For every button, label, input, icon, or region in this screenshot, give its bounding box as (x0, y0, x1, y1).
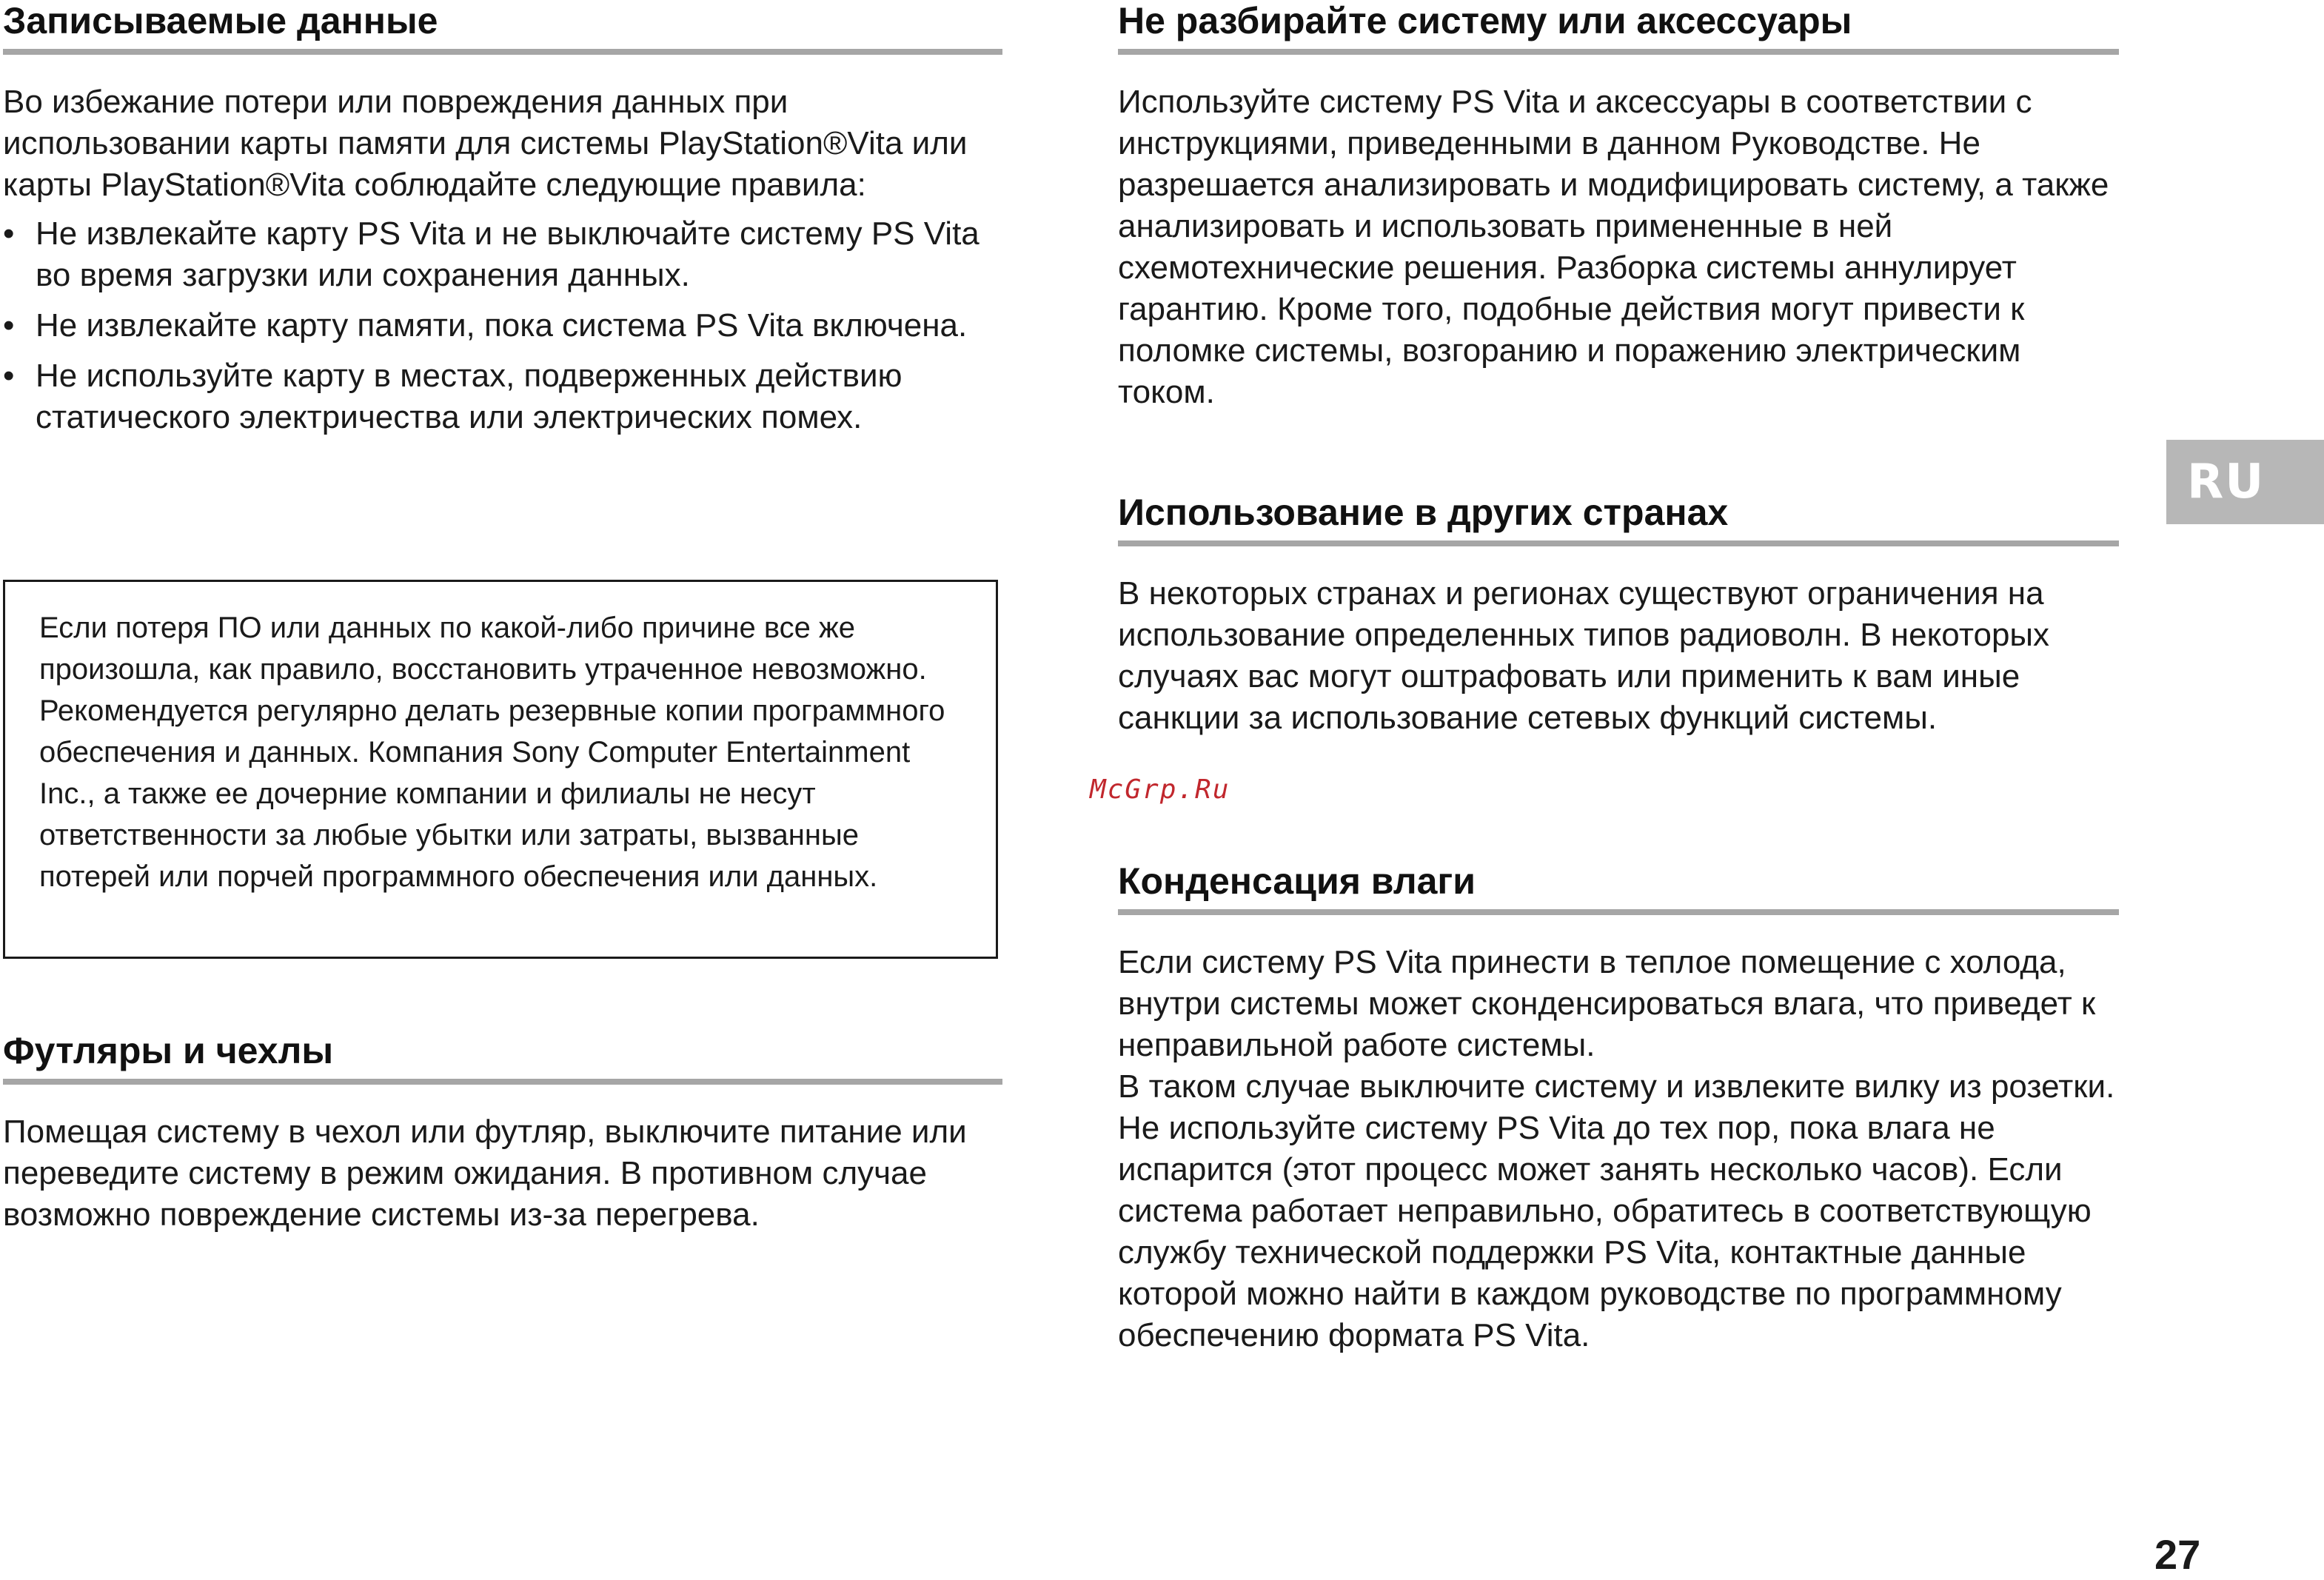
section-title: Не разбирайте систему или аксессуары (1118, 0, 1852, 41)
notice-text: Если потеря ПО или данных по какой-либо причине все же произошла, как правило, восстановить утраченное невозможно. Рекомендуется регулярно делать резервные копии программного обеспечения и данных. Компания Sony Computer Entertainment Inc., а также ее дочерние компании и филиалы не несут ответственности за любые убытки или затраты, вызванные потерей или порчей программного обеспечения или данных. (39, 612, 945, 893)
bullet-list (3, 213, 1002, 438)
watermark: McGrp.Ru (1090, 774, 1230, 805)
section-divider (3, 1079, 1002, 1085)
section-title: Футляры и чехлы (3, 1030, 334, 1071)
notice-box (3, 580, 998, 959)
page-number: 27 (2154, 1531, 2201, 1578)
section-disassemble (1118, 0, 2119, 413)
section-text-2: В таком случае выключите систему и извлеките вилку из розетки. Не используйте систему PS Vita до тех пор, пока влага не испарится (этот процесс может занять несколько часов). Если система работает неправильно, обратитесь в соответствующую службу технической поддержки PS Vita, контактные данные которой можно найти в каждом руководстве по программному обеспечению формата PS Vita. (1118, 1068, 2115, 1353)
section-text-1: Если систему PS Vita принести в теплое помещение с холода, внутри системы может сконденсироваться влага, что приведет к неправильной работе системы. (1118, 944, 2096, 1063)
section-recorded-data (3, 0, 1002, 438)
section-divider (1118, 909, 2119, 915)
section-cases (3, 1030, 1002, 1236)
section-title: Конденсация влаги (1118, 860, 1476, 902)
section-title: Записываемые данные (3, 0, 438, 41)
section-other-countries (1118, 492, 2119, 739)
section-title: Использование в других странах (1118, 492, 1729, 533)
left-column (3, 0, 1002, 447)
section-text: В некоторых странах и регионах существуют ограничения на использование определенных типов радиоволн. В некоторых случаях вас могут оштрафовать или применить к вам иные санкции за использование сетевых функций системы. (1118, 575, 2050, 736)
bullet-item: • Не используйте карту в местах, подверженных действию статического электричества или электрических помех. (3, 355, 1002, 438)
section-divider (1118, 540, 2119, 546)
section-condensation (1118, 860, 2119, 1356)
section-divider (3, 49, 1002, 55)
section-divider (1118, 49, 2119, 55)
section-intro: Во избежание потери или повреждения данных при использовании карты памяти для системы PlayStation®Vita или карты PlayStation®Vita соблюдайте следующие правила: (3, 84, 968, 203)
language-tab: RU (2166, 440, 2324, 524)
bullet-item: • Не извлекайте карту PS Vita и не выключайте систему PS Vita во время загрузки или сохранения данных. (3, 213, 1002, 296)
bullet-item: • Не извлекайте карту памяти, пока система PS Vita включена. (3, 305, 1002, 347)
section-text: Помещая систему в чехол или футляр, выключите питание или переведите систему в режим ожидания. В противном случае возможно повреждение системы из-за перегрева. (3, 1114, 967, 1233)
section-text: Используйте систему PS Vita и аксессуары в соответствии с инструкциями, приведенными в данном Руководстве. Не разрешается анализировать и модифицировать систему, а также анализировать и использовать примененные в ней схемотехнические решения. Разборка системы аннулирует гарантию. Кроме того, подобные действия могут привести к поломке системы, возгоранию и поражению электрическим током. (1118, 84, 2109, 410)
